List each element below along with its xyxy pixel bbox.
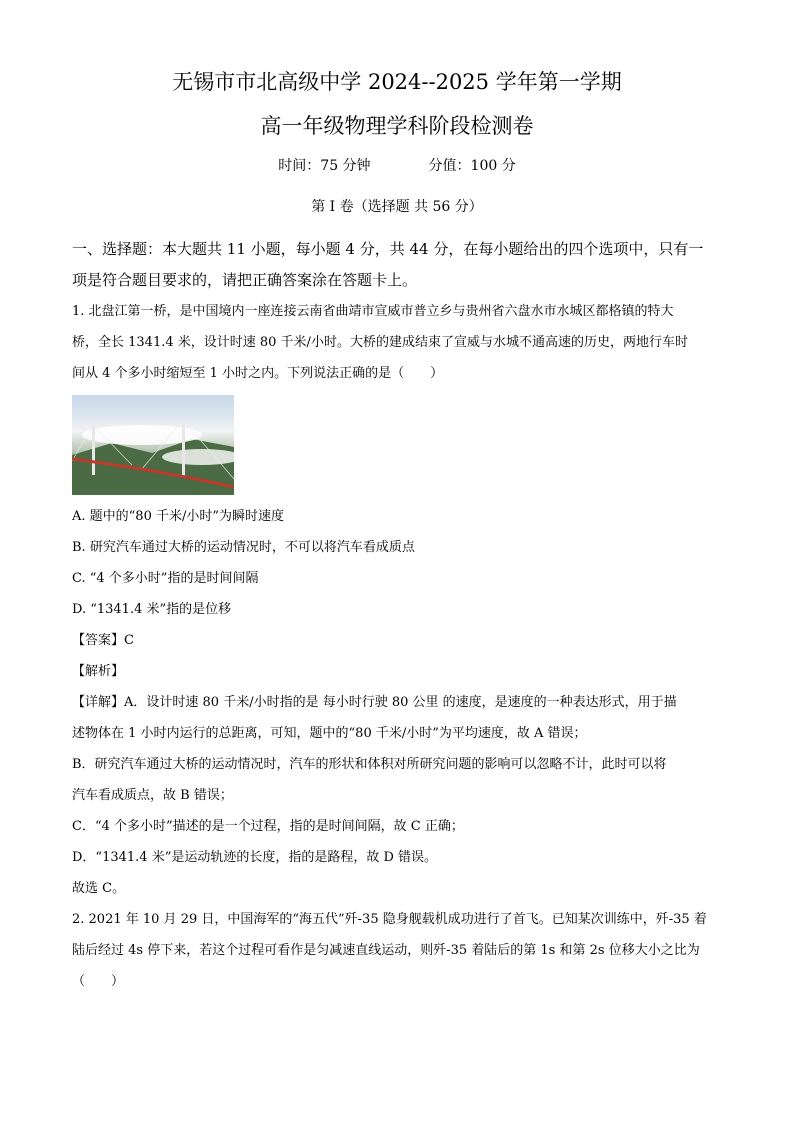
question-1-detail: 【详解】A．设计时速 80 千米/小时指的是 每小时行驶 80 公里 的速度，是速度的一种表达形式，用于描 (72, 695, 677, 710)
question-1-analysis-label: 【解析】 (72, 664, 125, 679)
exam-time: 时间：75 分钟 (278, 158, 371, 174)
question-1-stem: 间从 4 个多小时缩短至 1 小时之内。下列说法正确的是（ ） (72, 366, 444, 381)
question-1-detail: C．“4 个多小时”描述的是一个过程，指的是时间间隔，故 C 正确； (72, 819, 464, 834)
question-1-option-c: C. “4 个多小时”指的是时间间隔 (72, 571, 259, 586)
exam-subtitle: 高一年级物理学科阶段检测卷 (260, 114, 534, 138)
question-1-detail: 述物体在 1 小时内运行的总距离，可知，题中的“80 千米/小时”为平均速度，故 A 错误； (72, 726, 587, 741)
question-1-detail: 汽车看成质点，故 B 错误； (72, 788, 233, 803)
question-1-conclusion: 故选 C。 (72, 881, 126, 896)
question-2-stem: 陆后经过 4s 停下来，若这个过程可看作是匀减速直线运动，则歼-35 着陆后的第 1s 和第 2s 位移大小之比为 (72, 943, 700, 958)
exam-title: 无锡市市北高级中学 2024--2025 学年第一学期 (172, 70, 622, 94)
exam-body (72, 234, 728, 997)
question-2-stem: 2. 2021 年 10 月 29 日，中国海军的“海五代”歼-35 隐身舰载机成功进行了首飞。已知某次训练中，歼-35 着 (72, 912, 707, 927)
question-2-stem: （ ） (72, 974, 125, 989)
bridge-photo (72, 395, 234, 495)
instructions-line: 项是符合题目要求的，请把正确答案涂在答题卡上。 (72, 271, 418, 289)
question-1-answer: 【答案】C (72, 633, 134, 648)
section-title: 第 I 卷（选择题 共 56 分） (311, 199, 483, 215)
question-1-detail: D．“1341.4 米”是运动轨迹的长度，指的是路程，故 D 错误。 (72, 850, 438, 865)
question-1-stem: 1. 北盘江第一桥，是中国境内一座连接云南省曲靖市宣威市普立乡与贵州省六盘水市水城区都格镇的特大 (72, 304, 674, 319)
instructions-line: 一、选择题：本大题共 11 小题，每小题 4 分，共 44 分，在每小题给出的四个选项中，只有一 (72, 240, 704, 258)
bridge-illustration (72, 395, 234, 495)
question-1-option-a: A. 题中的“80 千米/小时”为瞬时速度 (72, 509, 284, 524)
question-1-option-d: D. “1341.4 米”指的是位移 (72, 602, 232, 617)
question-1-option-b: B. 研究汽车通过大桥的运动情况时，不可以将汽车看成质点 (72, 540, 415, 555)
exam-score: 分值：100 分 (428, 158, 516, 174)
question-1-stem: 桥，全长 1341.4 米，设计时速 80 千米/小时。大桥的建成结束了宣威与水城不通高速的历史，两地行车时 (72, 335, 688, 350)
question-1-detail: B．研究汽车通过大桥的运动情况时，汽车的形状和体积对所研究问题的影响可以忽略不计，此时可以将 (72, 757, 667, 772)
exam-meta (0, 155, 794, 175)
